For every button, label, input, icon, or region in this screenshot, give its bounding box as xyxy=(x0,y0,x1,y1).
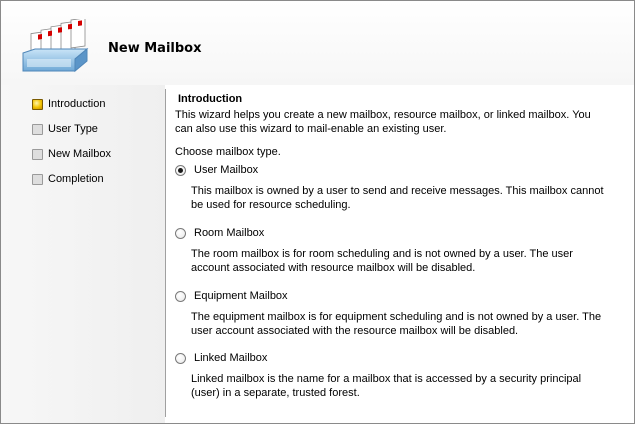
wizard-steps-pane xyxy=(1,85,165,424)
intro-text: This wizard helps you create a new mailbox, resource mailbox, or linked mailbox. You can also use this wizard to mail-enable an existing user. xyxy=(175,109,591,135)
section-title: Introduction xyxy=(178,93,243,105)
wizard-title: New Mailbox xyxy=(108,41,202,56)
option-label[interactable]: Equipment Mailbox xyxy=(194,290,288,302)
step-label: Introduction xyxy=(48,98,106,110)
pane-divider xyxy=(165,89,166,417)
step-label: New Mailbox xyxy=(48,148,111,160)
option-description: The room mailbox is for room scheduling and is not owned by a user. The user account associated with resource mailbox will be disabled. xyxy=(191,248,573,274)
step-introduction xyxy=(32,96,105,112)
choose-mailbox-type-label: Choose mailbox type. xyxy=(175,146,281,158)
option-label[interactable]: User Mailbox xyxy=(194,164,259,176)
step-completion xyxy=(32,171,104,187)
step-label: User Type xyxy=(48,123,98,135)
step-new-mailbox xyxy=(32,146,111,162)
linked-mailbox-radio[interactable] xyxy=(175,353,186,364)
option-description: The equipment mailbox is for equipment scheduling and is not owned by a user. The user account associated with the resource mailbox will be disabled. xyxy=(191,311,602,337)
option-label[interactable]: Room Mailbox xyxy=(194,227,265,239)
user-mailbox-radio[interactable] xyxy=(175,165,186,176)
step-pending-icon xyxy=(32,149,43,160)
equipment-mailbox-radio[interactable] xyxy=(175,291,186,302)
step-user-type xyxy=(32,121,98,137)
step-pending-icon xyxy=(32,124,43,135)
step-active-icon xyxy=(32,99,43,110)
option-description: Linked mailbox is the name for a mailbox that is accessed by a security principal (user) in a separate, trusted forest. xyxy=(191,373,582,399)
step-pending-icon xyxy=(32,174,43,185)
mailbox-stack-icon xyxy=(21,19,91,79)
wizard-header xyxy=(1,1,634,85)
option-description: This mailbox is owned by a user to send and receive messages. This mailbox cannot be used for resource scheduling. xyxy=(191,185,604,211)
step-label: Completion xyxy=(48,173,104,185)
room-mailbox-radio[interactable] xyxy=(175,228,186,239)
option-label[interactable]: Linked Mailbox xyxy=(194,352,268,364)
